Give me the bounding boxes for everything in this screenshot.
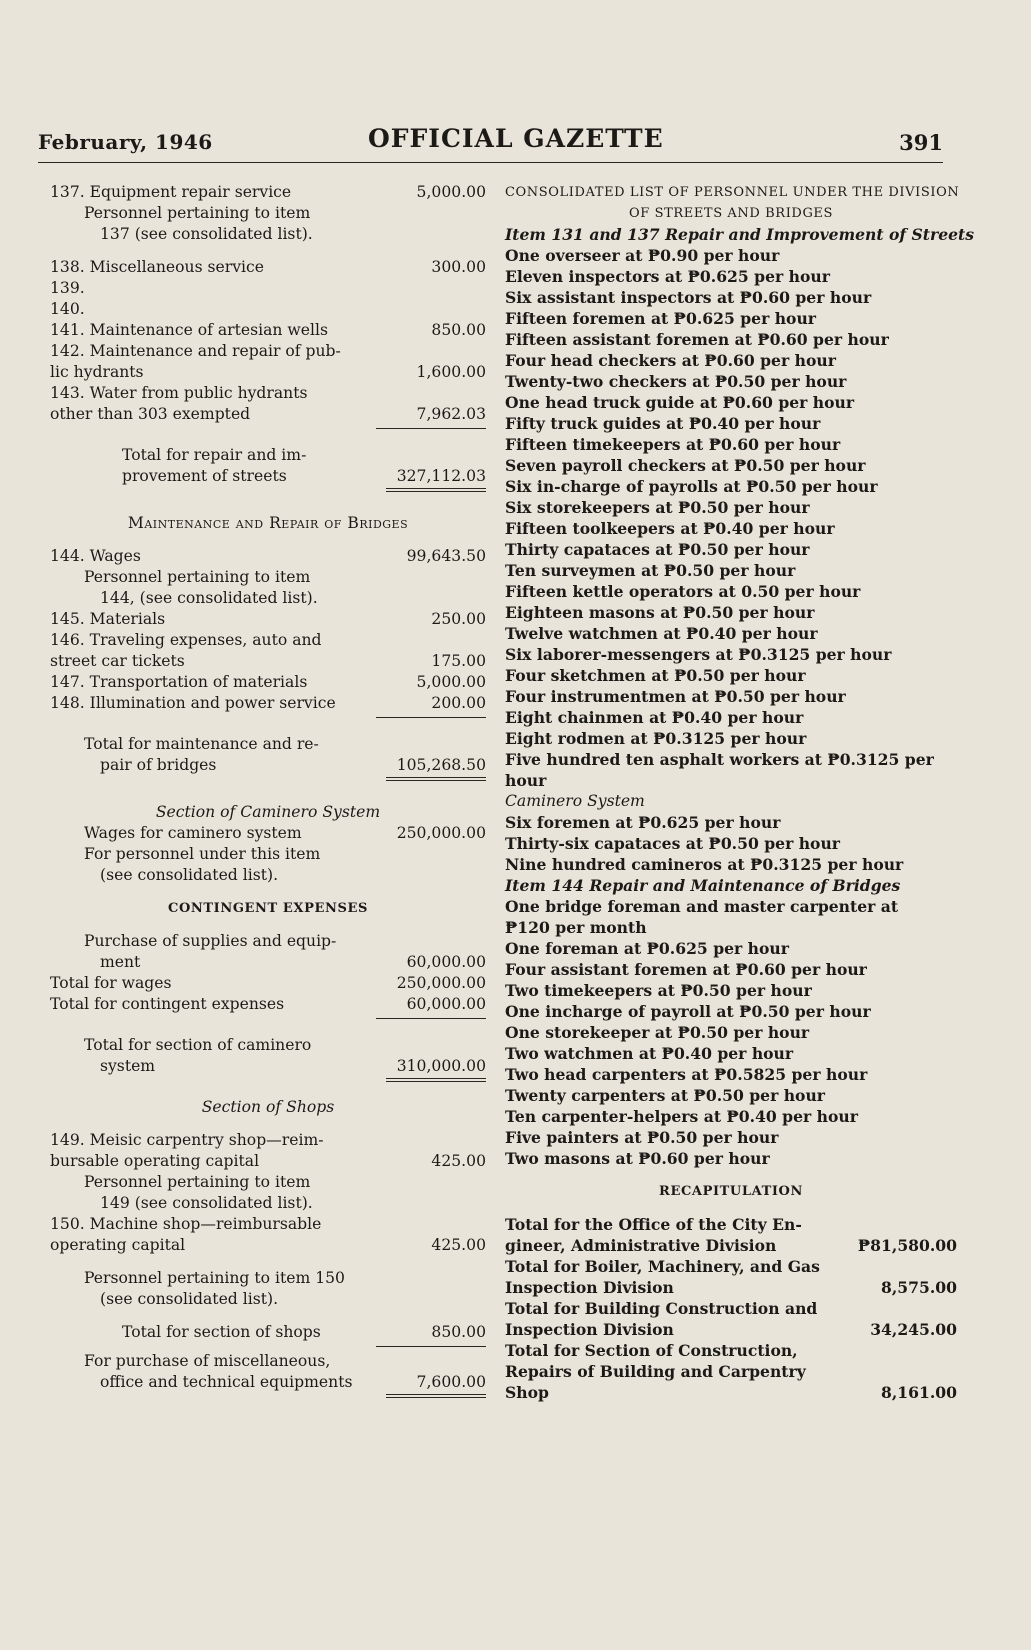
line-item: lic hydrants 1,600.00 — [50, 363, 486, 381]
total-line: system 310,000.00 — [100, 1057, 486, 1075]
list-item: Twelve watchmen at ₱0.40 per hour — [505, 624, 818, 643]
recap-line: Repairs of Building and Carpentry — [505, 1362, 806, 1381]
note-line: (see consolidated list). — [100, 866, 279, 884]
line-item: ment 60,000.00 — [100, 953, 486, 971]
list-item: Ten carpenter-helpers at ₱0.40 per hour — [505, 1107, 858, 1126]
line-item: Total for contingent expenses 60,000.00 — [50, 995, 486, 1013]
list-item: Six foremen at ₱0.625 per hour — [505, 813, 781, 832]
line-item: 139. — [50, 279, 85, 297]
line-item: 146. Traveling expenses, auto and — [50, 631, 322, 649]
recap-line: Total for Section of Construction, — [505, 1341, 798, 1360]
section-heading: Maintenance and Repair of Bridges — [127, 514, 409, 532]
list-title: OF STREETS AND BRIDGES — [628, 206, 834, 221]
list-item: Twenty carpenters at ₱0.50 per hour — [505, 1086, 826, 1105]
line-item: street car tickets 175.00 — [50, 652, 486, 670]
list-item: Four sketchmen at ₱0.50 per hour — [505, 666, 806, 685]
line-item: 147. Transportation of materials 5,000.00 — [50, 673, 486, 691]
list-item: Ten surveymen at ₱0.50 per hour — [505, 561, 796, 580]
list-item: One foreman at ₱0.625 per hour — [505, 939, 789, 958]
line-item: bursable operating capital 425.00 — [50, 1152, 486, 1170]
section-heading: Section of Shops — [201, 1098, 335, 1116]
list-item: Six assistant inspectors at ₱0.60 per hour — [505, 288, 872, 307]
list-item: Fifteen foremen at ₱0.625 per hour — [505, 309, 817, 328]
list-item: Eleven inspectors at ₱0.625 per hour — [505, 267, 830, 286]
section-heading: Section of Caminero System — [155, 803, 381, 821]
recap-line: Total for the Office of the City En- — [505, 1215, 802, 1234]
list-item: Six in-charge of payrolls at ₱0.50 per hour — [505, 477, 878, 496]
list-item: Eight rodmen at ₱0.3125 per hour — [505, 729, 807, 748]
note-line: Personnel pertaining to item — [84, 204, 311, 222]
total-line: Total for maintenance and re- — [84, 735, 319, 753]
page-number: 391 — [899, 130, 943, 155]
note-line: For personnel under this item — [84, 845, 321, 863]
line-item: operating capital 425.00 — [50, 1236, 486, 1254]
line-item: 138. Miscellaneous service 300.00 — [50, 258, 486, 276]
line-item: Purchase of supplies and equip- — [84, 932, 337, 950]
recap-line: Total for Boiler, Machinery, and Gas — [505, 1257, 820, 1276]
header-title: OFFICIAL GAZETTE — [368, 124, 664, 153]
header-rule — [38, 162, 943, 163]
section-heading: CONTINGENT EXPENSES — [168, 901, 368, 916]
list-item: ₱120 per month — [505, 918, 647, 937]
list-item: Two masons at ₱0.60 per hour — [505, 1149, 770, 1168]
list-item: Four head checkers at ₱0.60 per hour — [505, 351, 836, 370]
note-line: 149 (see consolidated list). — [100, 1194, 313, 1212]
left-column — [50, 182, 486, 1401]
recap-line: Inspection Division 8,575.00 — [505, 1278, 957, 1297]
recap-line: Total for Building Construction and — [505, 1299, 818, 1318]
recap-line: Inspection Division 34,245.00 — [505, 1320, 957, 1339]
line-item: other than 303 exempted 7,962.03 — [50, 405, 486, 423]
line-item: 144. Wages 99,643.50 — [50, 547, 486, 565]
list-title: CONSOLIDATED LIST OF PERSONNEL UNDER THE DIVISION — [505, 185, 960, 200]
header-date: February, 1946 — [38, 130, 213, 154]
list-item: Fifty truck guides at ₱0.40 per hour — [505, 414, 821, 433]
total-line: Total for repair and im- — [122, 446, 307, 464]
section-heading: RECAPITULATION — [659, 1184, 803, 1199]
line-item: 137. Equipment repair service 5,000.00 — [50, 183, 486, 201]
line-item: 145. Materials 250.00 — [50, 610, 486, 628]
list-item: Six laborer-messengers at ₱0.3125 per hour — [505, 645, 892, 664]
list-item: Eight chainmen at ₱0.40 per hour — [505, 708, 804, 727]
list-item: Fifteen assistant foremen at ₱0.60 per hour — [505, 330, 889, 349]
list-item: Thirty capataces at ₱0.50 per hour — [505, 540, 810, 559]
line-item: 142. Maintenance and repair of pub- — [50, 342, 341, 360]
list-item: One storekeeper at ₱0.50 per hour — [505, 1023, 810, 1042]
recap-line: gineer, Administrative Division ₱81,580.00 — [505, 1236, 957, 1255]
line-item: Wages for caminero system 250,000.00 — [84, 824, 486, 842]
total-line: provement of streets 327,112.03 — [122, 467, 486, 485]
list-item: hour — [505, 771, 547, 790]
right-column — [505, 182, 975, 1403]
note-line: 144, (see consolidated list). — [100, 589, 318, 607]
list-item: Four instrumentmen at ₱0.50 per hour — [505, 687, 846, 706]
list-item: Thirty-six capataces at ₱0.50 per hour — [505, 834, 840, 853]
list-item: Seven payroll checkers at ₱0.50 per hour — [505, 456, 866, 475]
list-item: Fifteen timekeepers at ₱0.60 per hour — [505, 435, 841, 454]
list-item: Four assistant foremen at ₱0.60 per hour — [505, 960, 867, 979]
total-line: pair of bridges 105,268.50 — [100, 756, 486, 774]
list-item: Five hundred ten asphalt workers at ₱0.3125 per — [505, 750, 934, 769]
list-item: Six storekeepers at ₱0.50 per hour — [505, 498, 810, 517]
line-item: 140. — [50, 300, 85, 318]
list-item: Nine hundred camineros at ₱0.3125 per hour — [505, 855, 904, 874]
line-item: 143. Water from public hydrants — [50, 384, 308, 402]
list-item: Five painters at ₱0.50 per hour — [505, 1128, 779, 1147]
item-heading: Item 144 Repair and Maintenance of Bridges — [505, 876, 901, 895]
item-heading: Caminero System — [505, 792, 645, 810]
line-item: For purchase of miscellaneous, — [84, 1352, 331, 1370]
list-item: One bridge foreman and master carpenter at — [505, 897, 899, 916]
recap-line: Shop 8,161.00 — [505, 1383, 957, 1402]
item-heading: Item 131 and 137 Repair and Improvement of Streets — [505, 225, 975, 244]
list-item: Fifteen kettle operators at 0.50 per hour — [505, 582, 861, 601]
list-item: Fifteen toolkeepers at ₱0.40 per hour — [505, 519, 835, 538]
line-item: office and technical equipments 7,600.00 — [100, 1373, 486, 1391]
line-item: 148. Illumination and power service 200.00 — [50, 694, 486, 712]
line-item: 150. Machine shop—reimbursable — [50, 1215, 322, 1233]
note-line: (see consolidated list). — [100, 1290, 279, 1308]
line-item: 149. Meisic carpentry shop—reim- — [50, 1131, 324, 1149]
list-item: Two watchmen at ₱0.40 per hour — [505, 1044, 794, 1063]
note-line: Personnel pertaining to item — [84, 1173, 311, 1191]
note-line: Personnel pertaining to item 150 — [84, 1269, 345, 1287]
line-item: Total for wages 250,000.00 — [50, 974, 486, 992]
line-item: 141. Maintenance of artesian wells 850.00 — [50, 321, 486, 339]
note-line: 137 (see consolidated list). — [100, 225, 313, 243]
total-line: Total for section of shops 850.00 — [122, 1323, 486, 1341]
list-item: One head truck guide at ₱0.60 per hour — [505, 393, 855, 412]
list-item: Two timekeepers at ₱0.50 per hour — [505, 981, 812, 1000]
list-item: Eighteen masons at ₱0.50 per hour — [505, 603, 815, 622]
list-item: One overseer at ₱0.90 per hour — [505, 246, 780, 265]
list-item: Two head carpenters at ₱0.5825 per hour — [505, 1065, 868, 1084]
list-item: One incharge of payroll at ₱0.50 per hour — [505, 1002, 871, 1021]
note-line: Personnel pertaining to item — [84, 568, 311, 586]
page-header — [38, 124, 943, 164]
total-line: Total for section of caminero — [84, 1036, 312, 1054]
list-item: Twenty-two checkers at ₱0.50 per hour — [505, 372, 847, 391]
